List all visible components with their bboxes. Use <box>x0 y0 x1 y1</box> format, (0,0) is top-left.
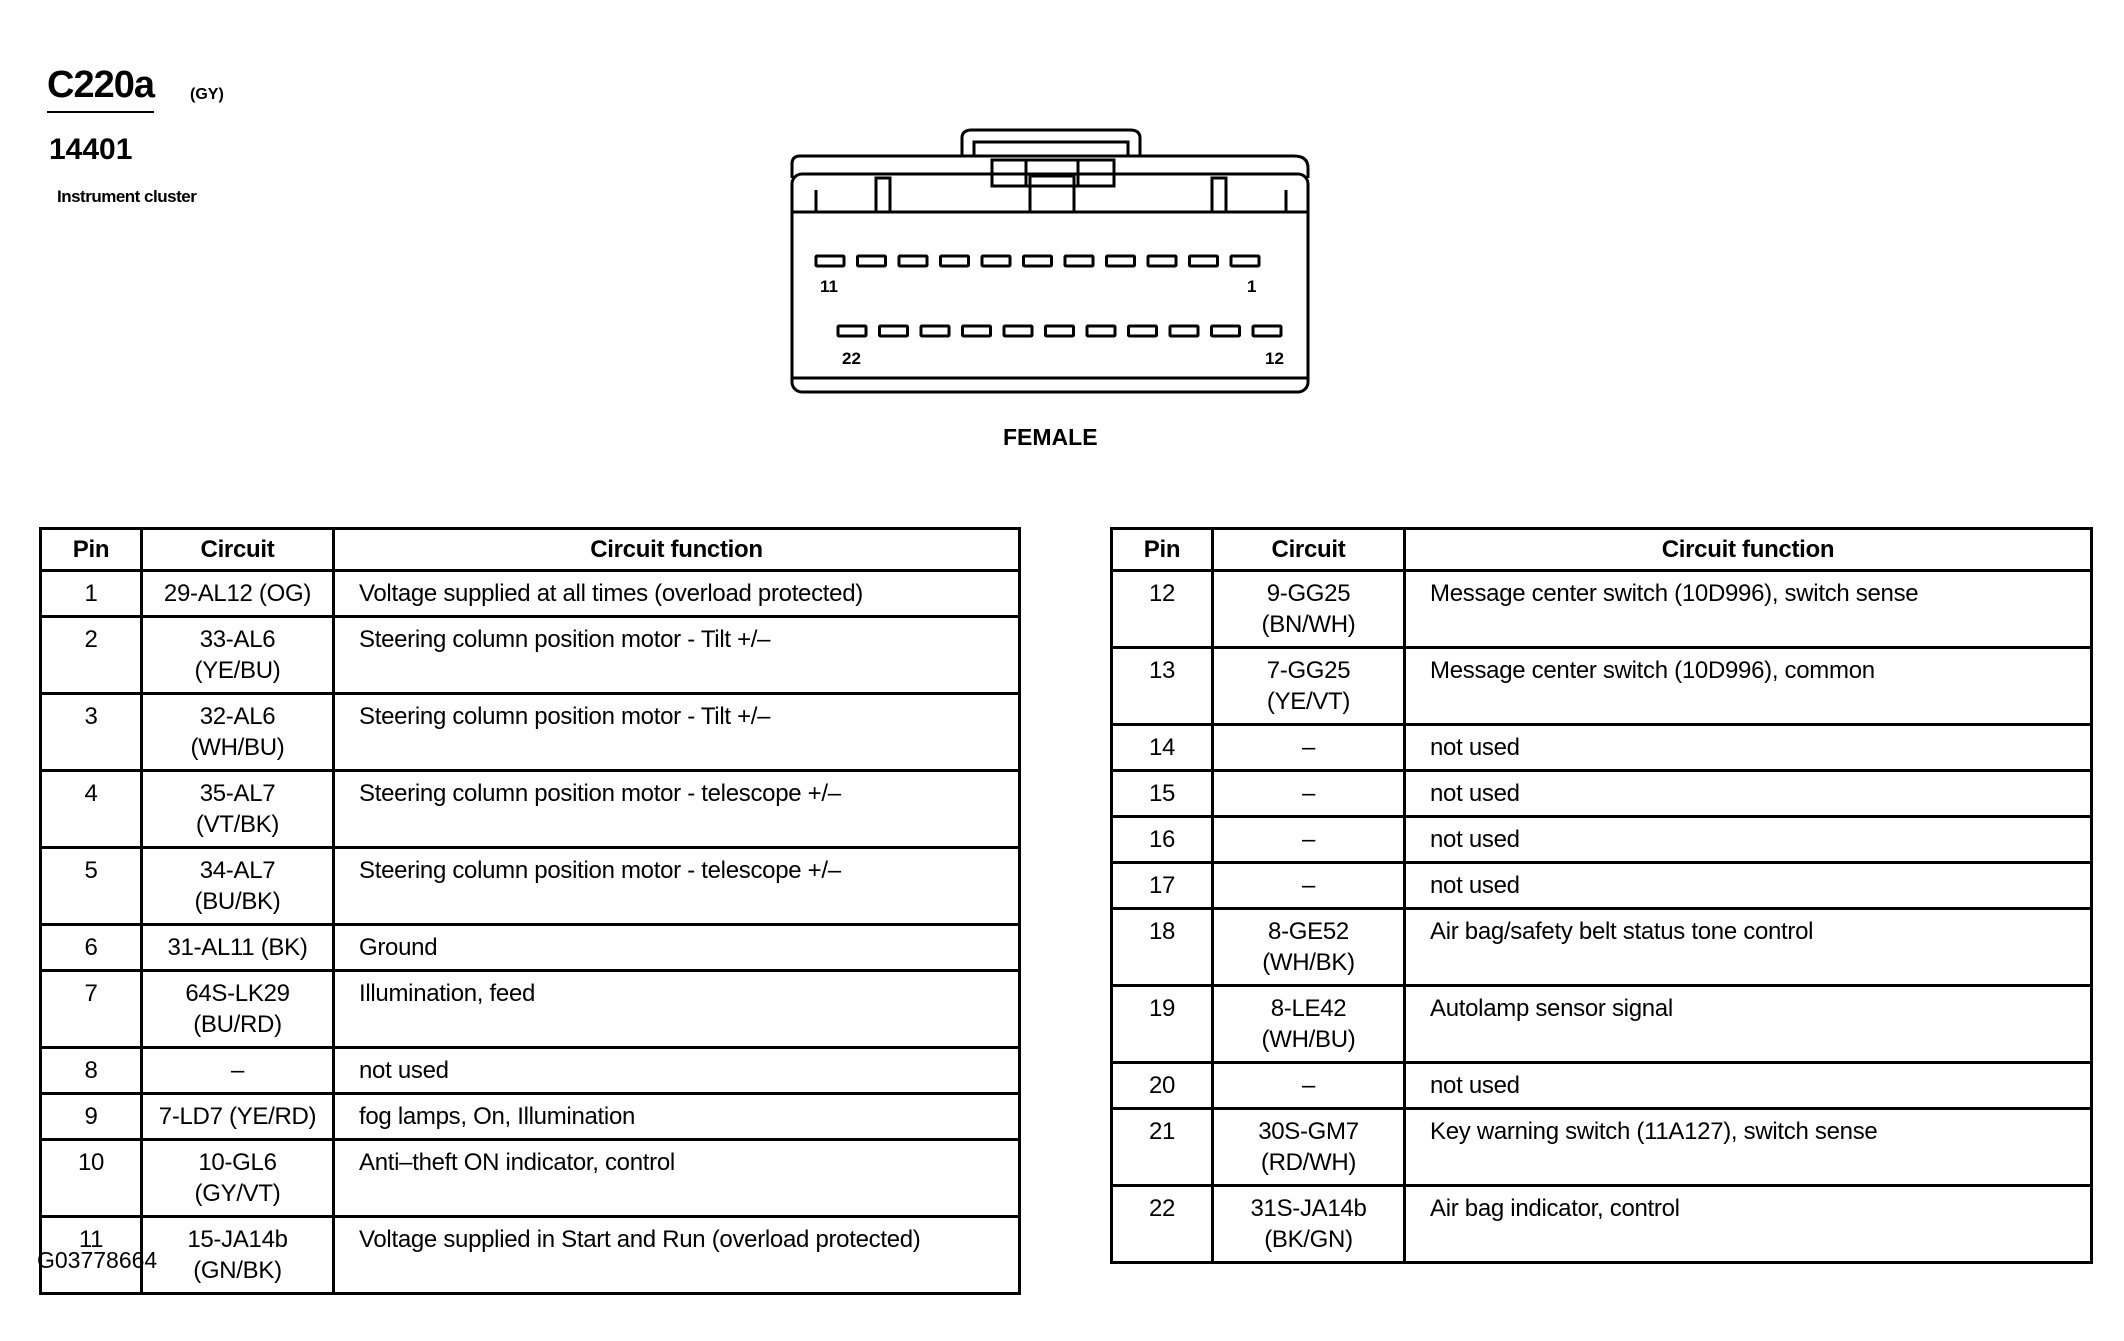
pin-slot <box>1253 326 1281 336</box>
pin-slot <box>858 256 886 266</box>
table-row <box>41 771 1020 848</box>
circuit-code: 7-GG25 <box>1266 657 1351 684</box>
circuit-function: Steering column position motor - telescope +/– <box>334 848 1020 925</box>
table-row <box>1112 771 2092 817</box>
circuit-function: not used <box>1405 725 2092 771</box>
pin-label-1: 1 <box>1247 277 1257 296</box>
circuit-code: 30S-GM7 <box>1258 1118 1359 1145</box>
circuit-cell <box>142 848 334 925</box>
header-pin: Pin <box>1112 529 1213 571</box>
pin-number: 20 <box>1112 1063 1213 1109</box>
table-row <box>41 694 1020 771</box>
circuit-code: 29-AL12 (OG) <box>163 580 312 607</box>
circuit-function: Key warning switch (11A127), switch sense <box>1405 1109 2092 1186</box>
pin-number: 7 <box>41 971 142 1048</box>
circuit-function: Voltage supplied in Start and Run (overload protected) <box>334 1217 1020 1294</box>
circuit-function: Message center switch (10D996), switch sense <box>1405 571 2092 648</box>
pin-number: 11 <box>41 1217 142 1294</box>
circuit-cell <box>142 1048 334 1094</box>
circuit-code: – <box>230 1057 245 1084</box>
circuit-code: – <box>1301 826 1316 853</box>
connector-face-diagram <box>780 120 1320 410</box>
circuit-code: – <box>1301 1072 1316 1099</box>
circuit-function: fog lamps, On, Illumination <box>334 1094 1020 1140</box>
circuit-wire-color: (GN/BK) <box>193 1257 282 1284</box>
pin-slot <box>1004 326 1032 336</box>
table-row <box>41 848 1020 925</box>
circuit-function: Autolamp sensor signal <box>1405 986 2092 1063</box>
circuit-function: Steering column position motor - Tilt +/– <box>334 694 1020 771</box>
circuit-code: 64S-LK29 <box>185 980 290 1007</box>
pin-slot <box>1129 326 1157 336</box>
pin-number: 12 <box>1112 571 1213 648</box>
circuit-function: Anti–theft ON indicator, control <box>334 1140 1020 1217</box>
pin-number: 16 <box>1112 817 1213 863</box>
circuit-code: 33-AL6 <box>199 626 276 653</box>
circuit-wire-color: (WH/BU) <box>1261 1026 1356 1053</box>
pin-slot <box>1065 256 1093 266</box>
pin-slot <box>1107 256 1135 266</box>
circuit-cell <box>1213 986 1405 1063</box>
header-function: Circuit function <box>1405 529 2092 571</box>
table-row <box>41 1217 1020 1294</box>
pin-number: 5 <box>41 848 142 925</box>
table-row <box>41 617 1020 694</box>
circuit-cell <box>142 694 334 771</box>
pin-number: 1 <box>41 571 142 617</box>
pin-slot <box>838 326 866 336</box>
table-row <box>1112 725 2092 771</box>
connector-gender-label: FEMALE <box>1003 424 1098 450</box>
pin-slot <box>941 256 969 266</box>
circuit-code: 31S-JA14b <box>1250 1195 1367 1222</box>
circuit-code: – <box>1301 734 1316 761</box>
header-circuit: Circuit <box>1213 529 1405 571</box>
circuit-function: not used <box>1405 817 2092 863</box>
pin-slot <box>1087 326 1115 336</box>
table-row <box>1112 863 2092 909</box>
circuit-function: Air bag/safety belt status tone control <box>1405 909 2092 986</box>
circuit-code: 32-AL6 <box>199 703 276 730</box>
circuit-function: Steering column position motor - Tilt +/– <box>334 617 1020 694</box>
table-row <box>1112 1063 2092 1109</box>
circuit-cell <box>142 1217 334 1294</box>
circuit-wire-color: (BK/GN) <box>1264 1226 1353 1253</box>
top-pin-row <box>816 256 1259 266</box>
circuit-code: 9-GG25 <box>1266 580 1351 607</box>
circuit-code: 15-JA14b <box>187 1226 288 1253</box>
table-row <box>41 925 1020 971</box>
component-name: Instrument cluster <box>57 187 197 206</box>
circuit-function: Air bag indicator, control <box>1405 1186 2092 1263</box>
pin-number: 4 <box>41 771 142 848</box>
circuit-function: Voltage supplied at all times (overload protected) <box>334 571 1020 617</box>
circuit-cell <box>142 771 334 848</box>
circuit-cell <box>1213 725 1405 771</box>
table-row <box>1112 648 2092 725</box>
table-header-row <box>41 529 1020 571</box>
circuit-wire-color: (BU/RD) <box>193 1011 282 1038</box>
connector-id: C220a <box>47 64 154 113</box>
circuit-code: 34-AL7 <box>199 857 276 884</box>
table-row <box>1112 817 2092 863</box>
table-row <box>1112 986 2092 1063</box>
table-row <box>1112 571 2092 648</box>
table-row <box>1112 1186 2092 1263</box>
pin-slot <box>816 256 844 266</box>
pin-slot <box>982 256 1010 266</box>
circuit-cell <box>1213 648 1405 725</box>
circuit-cell <box>1213 817 1405 863</box>
table-row <box>1112 1109 2092 1186</box>
pin-slot <box>1231 256 1259 266</box>
circuit-cell <box>1213 909 1405 986</box>
circuit-code: 8-LE42 <box>1270 995 1347 1022</box>
circuit-function: not used <box>1405 771 2092 817</box>
pin-number: 3 <box>41 694 142 771</box>
pin-number: 6 <box>41 925 142 971</box>
pin-number: 10 <box>41 1140 142 1217</box>
connector-color: (GY) <box>190 86 224 103</box>
circuit-code: 31-AL11 (BK) <box>167 934 308 961</box>
table-row <box>41 1140 1020 1217</box>
circuit-cell <box>1213 1186 1405 1263</box>
circuit-wire-color: (GY/VT) <box>194 1180 281 1207</box>
circuit-wire-color: (RD/WH) <box>1260 1149 1357 1176</box>
circuit-code: 7-LD7 (YE/RD) <box>158 1103 317 1130</box>
table-row <box>41 1094 1020 1140</box>
pin-slot <box>1170 326 1198 336</box>
circuit-code: 35-AL7 <box>199 780 276 807</box>
header-function: Circuit function <box>334 529 1020 571</box>
pin-slot <box>1148 256 1176 266</box>
pin-number: 17 <box>1112 863 1213 909</box>
pin-slot <box>880 326 908 336</box>
pin-number: 2 <box>41 617 142 694</box>
circuit-function: Illumination, feed <box>334 971 1020 1048</box>
pin-number: 14 <box>1112 725 1213 771</box>
pin-label-12: 12 <box>1265 349 1284 368</box>
pin-number: 18 <box>1112 909 1213 986</box>
pin-slot <box>1024 256 1052 266</box>
circuit-wire-color: (YE/VT) <box>1266 688 1351 715</box>
pin-slot <box>1190 256 1218 266</box>
circuit-cell <box>1213 571 1405 648</box>
circuit-cell <box>1213 1063 1405 1109</box>
circuit-function: not used <box>1405 863 2092 909</box>
circuit-code: – <box>1301 872 1316 899</box>
circuit-function: Ground <box>334 925 1020 971</box>
pin-table-left <box>39 527 1021 1295</box>
pin-number: 21 <box>1112 1109 1213 1186</box>
table-row <box>41 571 1020 617</box>
table-header-row <box>1112 529 2092 571</box>
circuit-function: Message center switch (10D996), common <box>1405 648 2092 725</box>
circuit-wire-color: (BN/WH) <box>1261 611 1356 638</box>
pin-slot <box>921 326 949 336</box>
pin-label-11: 11 <box>820 277 838 296</box>
header-circuit: Circuit <box>142 529 334 571</box>
circuit-code: 8-GE52 <box>1268 918 1349 945</box>
circuit-cell <box>142 571 334 617</box>
circuit-cell <box>142 971 334 1048</box>
circuit-wire-color: (BU/BK) <box>194 888 281 915</box>
figure-id: G03778664 <box>37 1247 158 1273</box>
pin-slot <box>1212 326 1240 336</box>
pin-slot <box>1046 326 1074 336</box>
circuit-function: Steering column position motor - telescope +/– <box>334 771 1020 848</box>
pin-slot <box>899 256 927 266</box>
circuit-cell <box>1213 771 1405 817</box>
circuit-wire-color: (YE/BU) <box>194 657 281 684</box>
circuit-cell <box>1213 1109 1405 1186</box>
pin-slot <box>963 326 991 336</box>
pin-number: 19 <box>1112 986 1213 1063</box>
circuit-code: – <box>1301 780 1316 807</box>
circuit-cell <box>1213 863 1405 909</box>
circuit-cell <box>142 617 334 694</box>
circuit-cell <box>142 925 334 971</box>
pin-number: 15 <box>1112 771 1213 817</box>
pin-number: 8 <box>41 1048 142 1094</box>
circuit-wire-color: (WH/BK) <box>1262 949 1355 976</box>
pin-number: 22 <box>1112 1186 1213 1263</box>
circuit-wire-color: (WH/BU) <box>190 734 285 761</box>
pin-number: 9 <box>41 1094 142 1140</box>
pin-table-right <box>1110 527 2093 1264</box>
header-pin: Pin <box>41 529 142 571</box>
circuit-wire-color: (VT/BK) <box>195 811 280 838</box>
circuit-cell <box>142 1140 334 1217</box>
table-row <box>41 971 1020 1048</box>
circuit-cell <box>142 1094 334 1140</box>
circuit-function: not used <box>1405 1063 2092 1109</box>
bottom-pin-row <box>838 326 1281 336</box>
table-row <box>41 1048 1020 1094</box>
circuit-code: 10-GL6 <box>198 1149 277 1176</box>
pin-label-22: 22 <box>842 349 861 368</box>
circuit-function: not used <box>334 1048 1020 1094</box>
part-number: 14401 <box>49 133 133 166</box>
pin-number: 13 <box>1112 648 1213 725</box>
table-row <box>1112 909 2092 986</box>
